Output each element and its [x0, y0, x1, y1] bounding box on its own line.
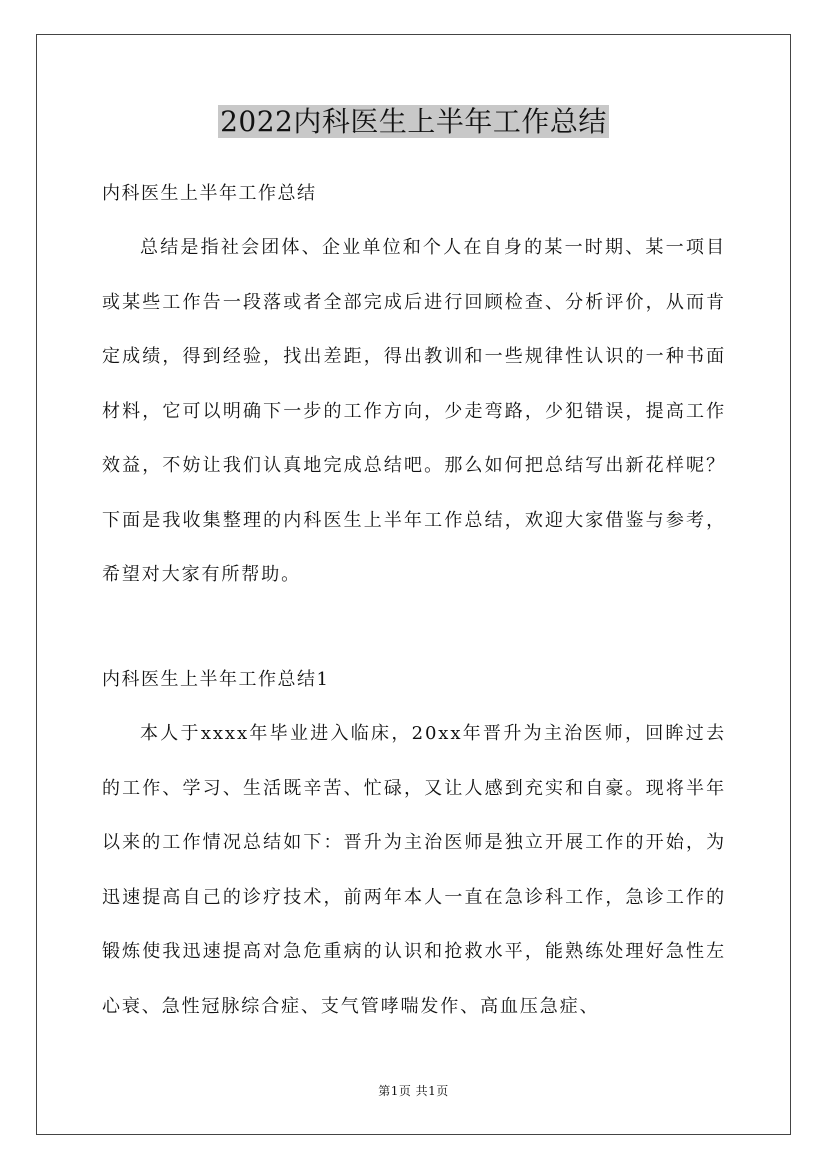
document-title-text: 2022内科医生上半年工作总结: [220, 105, 607, 138]
section-1-paragraph: 本人于xxxx年毕业进入临床，20xx年晋升为主治医师，回眸过去的工作、学习、生活既辛苦、忙碌，又让人感到充实和自豪。现将半年以来的工作情况总结如下：晋升为主治医师是独立开展工作的开始，为迅速提高自己的诊疗技术，前两年本人一直在急诊科工作，急诊工作的锻炼使我迅速提高对急危重病的认识和抢救水平，能熟练处理好急性左心衰、急性冠脉综合症、支气管哮喘发作、高血压急症、: [102, 723, 726, 1017]
document-title: [0, 102, 827, 142]
page-footer: 第1页 共1页: [378, 1084, 449, 1098]
section-1-heading: 内科医生上半年工作总结1: [102, 669, 330, 690]
document-subtitle: 内科医生上半年工作总结: [102, 183, 317, 204]
intro-paragraph: 总结是指社会团体、企业单位和个人在自身的某一时期、某一项目或某些工作告一段落或者全部完成后进行回顾检查、分析评价，从而肯定成绩，得到经验，找出差距，得出教训和一些规律性认识的一种书面材料，它可以明确下一步的工作方向，少走弯路，少犯错误，提高工作效益，不妨让我们认真地完成总结吧。那么如何把总结写出新花样呢？下面是我收集整理的内科医生上半年工作总结，欢迎大家借鉴与参考，希望对大家有所帮助。: [102, 237, 726, 585]
